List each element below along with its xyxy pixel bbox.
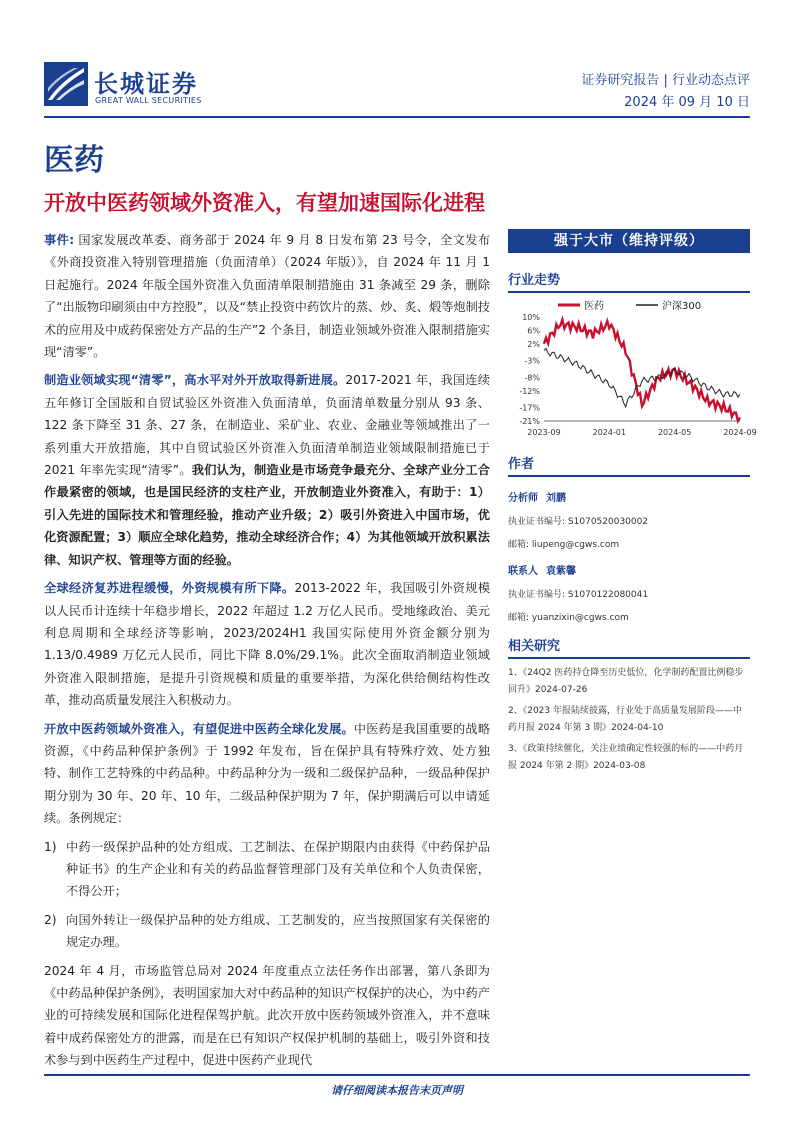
trend-chart-svg [508, 295, 757, 441]
list-number: 1) [44, 839, 57, 854]
main-content [44, 229, 490, 1078]
email-label: 邮箱: [508, 540, 530, 550]
paragraph-manufacturing [44, 369, 490, 571]
email-address[interactable]: yuanzixin@cgws.com [531, 613, 629, 623]
research-item[interactable]: 1、《24Q2 医药持仓降至历史低位，化学制药配置比例稳步回升》2024-07-26 [508, 668, 744, 695]
legend-label: 医药 [584, 301, 604, 312]
analyst-role [508, 489, 750, 504]
tcm-text: 中医药是我国重要的战略资源，《中药品种保护条例》于 1992 年发布，旨在保护具有特殊疗效、处方独特、制作工艺特殊的中药品种。中药品种分为一级和二级保护品种，一级品种保护期分别为 30 年、20 年、10 年，二级品种保护期为 7 年，保护期满后可以申请延续。条例规定： [44, 721, 491, 826]
cert-number: S1070520030002 [567, 517, 649, 527]
cert-label: 执业证书编号: [508, 517, 566, 527]
y-tick-label: 10% [522, 313, 540, 322]
series-line-csi300 [544, 348, 740, 407]
y-tick-label: -17% [519, 403, 540, 413]
x-tick-label: 2023-09 [527, 428, 561, 437]
list-text: 向国外转让一级保护品种的处方组成、工艺制发的，应当按照国家有关保密的规定办理。 [66, 912, 490, 950]
header-meta [581, 70, 750, 114]
contact-cert [508, 587, 750, 600]
analyst-email [508, 537, 750, 550]
logo-chinese-name: 长城证券 [94, 70, 198, 98]
contact-block [508, 562, 750, 623]
sidebar [508, 229, 757, 779]
authors-section-title: 作者 [508, 455, 750, 477]
paragraph-tcm [44, 718, 490, 830]
company-logo [44, 62, 244, 106]
rating-badge: 强于大市（维持评级） [508, 229, 750, 253]
report-type: 证券研究报告 | 行业动态点评 [581, 73, 750, 88]
y-tick-label: -21% [519, 417, 540, 426]
trend-chart [508, 295, 757, 441]
event-text: 国家发展改革委、商务部于 2024 年 9 月 8 日发布第 23 号令，全文发布《外商投资准入特别管理措施（负面清单）（2024 年版）》，自 2024 年 11 月 1 日起施行。2024 年版全国外资准入负面清单限制措施由 31 条减至 29 条，删除了“出版物印刷须由中方控股”，以及“禁止投资中药饮片的蒸、炒、炙、煅等炮制技术的应用及中成药保密处方产品的生产”2 个条目，制造业领域外资准入限制措施实现“清零”。 [44, 233, 491, 360]
analyst-role-label: 分析师 [508, 493, 538, 504]
paragraph-regulation: 2024 年 4 月，市场监管总局对 2024 年度重点立法任务作出部署，第八条即为《中药品种保护条例》，表明国家加大对中药品种的知识产权保护的决心，为中药产业的可持续发展和国际化进程保驾护航。此次开放中医药领域外资准入，并不意味着中成药保密处方的泄露，而是在已有知识产权保护机制的基础上，吸引外资和技术参与到中医药生产过程中，促进中医药产业现代 [44, 963, 490, 1068]
x-tick-label: 2024-09 [723, 428, 757, 437]
footer-divider [44, 1074, 750, 1076]
list-text: 中药一级保护品种的处方组成、工艺制法、在保护期限内由获得《中药保护品种证书》的生产企业和有关的药品监督管理部门及有关单位和个人负责保密，不得公开； [66, 839, 490, 899]
tcm-lead: 开放中医药领域外资准入，有望促进中医药全球化发展。 [44, 721, 354, 736]
analyst-name: 刘鹏 [546, 493, 566, 504]
contact-role [508, 562, 750, 577]
email-address[interactable]: liupeng@cgws.com [531, 540, 620, 550]
research-section-title: 相关研究 [508, 637, 750, 659]
analyst-cert [508, 514, 750, 527]
y-tick-label: -3% [524, 356, 540, 366]
legend-label: 沪深300 [662, 301, 702, 312]
industry-title: 医药 [44, 143, 104, 178]
event-lead: 事件: [44, 233, 75, 247]
header-divider [44, 116, 750, 118]
email-label: 邮箱: [508, 613, 530, 623]
y-tick-label: 6% [527, 326, 540, 336]
research-item[interactable]: 2、《2023 年报陆续披露，行业处于高质量发展阶段——中药月报 2024 年第 3 期》2024-04-10 [508, 706, 742, 733]
paragraph-event [44, 229, 490, 363]
report-header [44, 58, 750, 112]
x-tick-label: 2024-05 [657, 428, 692, 437]
report-date: 2024 年 09 月 10 日 [624, 95, 750, 110]
manufacturing-view: 我们认为，制造业是市场竞争最充分、全球产业分工合作最紧密的领域，也是国民经济的支柱产业，开放制造业外资准入，有助于：1）引入先进的国际技术和管理经验，推动产业升级；2）吸引外资进入中国市场，优化资源配置；3）顺应全球化趋势，推动全球经济合作；4）为其他领域开放积累法律、知识产权、管理等方面的经验。 [44, 463, 490, 567]
list-item [44, 909, 490, 954]
paragraph-foreign-investment [44, 577, 490, 711]
analyst-block [508, 489, 750, 550]
manufacturing-text: 2017-2021 年，我国连续五年修订全国版和自贸试验区外资准入负面清单，负面清单数量分别从 93 条、122 条下降至 31 条、27 条，在制造业、采矿业、农业、金融业等领域推出了一系列重大开放措施，其中自贸试验区外资准入负面清单制造业领域限制措施已于 2021 年率先实现“清零”。 [44, 373, 490, 478]
great-wall-logo-icon [44, 62, 88, 106]
contact-role-label: 联系人 [508, 566, 538, 577]
x-tick-label: 2024-01 [592, 428, 627, 437]
report-headline: 开放中医药领域外资准入，有望加速国际化进程 [44, 191, 485, 215]
series-line-pharma [544, 320, 740, 421]
contact-name: 袁紫馨 [546, 566, 576, 577]
list-number: 2) [44, 912, 57, 927]
cert-label: 执业证书编号: [508, 590, 566, 600]
cert-number: S1070122080041 [567, 590, 649, 600]
footer-disclaimer: 请仔细阅读本报告末页声明 [331, 1084, 463, 1097]
research-list [508, 665, 750, 775]
list-item [44, 836, 490, 903]
logo-english-name: GREAT WALL SECURITIES [95, 96, 202, 105]
manufacturing-lead: 制造业领域实现“清零”，高水平对外开放取得新进展。 [44, 373, 346, 388]
research-item[interactable]: 3、《政策持续催化，关注业绩确定性较强的标的——中药月报 2024 年第 2 期》2024-03-08 [508, 744, 744, 771]
y-tick-label: -12% [519, 386, 540, 396]
foreign-investment-lead: 全球经济复苏进程缓慢，外资规模有所下降。 [44, 581, 295, 596]
contact-email [508, 610, 750, 623]
y-tick-label: 2% [527, 339, 540, 349]
foreign-investment-text: 2013-2022 年，我国吸引外资规模以人民币计连续十年稳步增长，2022 年超过 1.2 万亿人民币。受地缘政治、美元利息周期和全球经济等影响，2023/2024H1 我国实际使用外资金额分别为 1.13/0.4989 万亿元人民币，同比下降 8.0%/29.1%。此次全面取消制造业领域外资准入限制措施，是提升引资规模和质量的重要举措，为深化供给侧结构性改革，推动高质量发展注入积极动力。 [44, 581, 491, 708]
y-tick-label: -8% [524, 373, 540, 383]
trend-section-title: 行业走势 [508, 271, 750, 293]
